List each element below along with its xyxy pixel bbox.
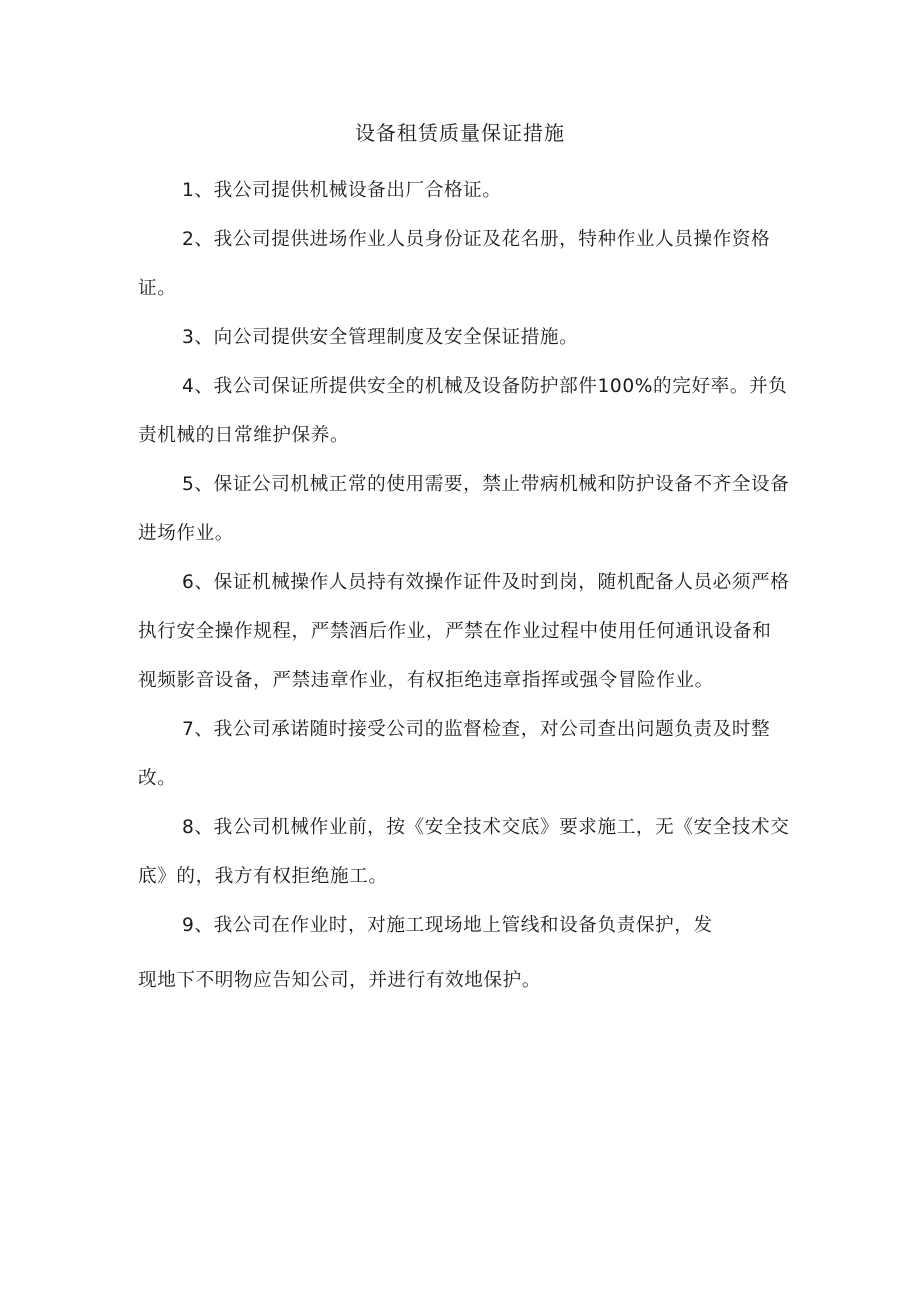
paragraph-9: 9、我公司在作业时，对施工现场地上管线和设备负责保护，发 — [182, 915, 713, 936]
document-body — [138, 166, 790, 1005]
paragraph-8: 8、我公司机械作业前，按《安全技术交底》要求施工，无《安全技术交底》的，我方有权拒绝施工。 — [138, 817, 790, 887]
paragraph-4: 4、我公司保证所提供安全的机械及设备防护部件100%的完好率。并负责机械的日常维护保养。 — [138, 376, 788, 446]
paragraph-7: 7、我公司承诺随时接受公司的监督检查，对公司查出问题负责及时整改。 — [138, 719, 771, 789]
paragraph-1: 1、我公司提供机械设备出厂合格证。 — [182, 180, 502, 201]
paragraph-9-continuation: 现地下不明物应告知公司，并进行有效地保护。 — [138, 970, 542, 991]
paragraph-6: 6、保证机械操作人员持有效操作证件及时到岗，随机配备人员必须严格执行安全操作规程，严禁酒后作业，严禁在作业过程中使用任何通讯设备和视频影音设备，严禁违章作业，有权拒绝违章指挥或强令冒险作业。 — [138, 572, 790, 691]
paragraph-3: 3、向公司提供安全管理制度及安全保证措施。 — [182, 327, 579, 348]
paragraph-2: 2、我公司提供进场作业人员身份证及花名册，特种作业人员操作资格证。 — [138, 229, 771, 299]
document-title: 设备租赁质量保证措施 — [355, 121, 565, 145]
paragraph-5: 5、保证公司机械正常的使用需要，禁止带病机械和防护设备不齐全设备进场作业。 — [138, 474, 790, 544]
